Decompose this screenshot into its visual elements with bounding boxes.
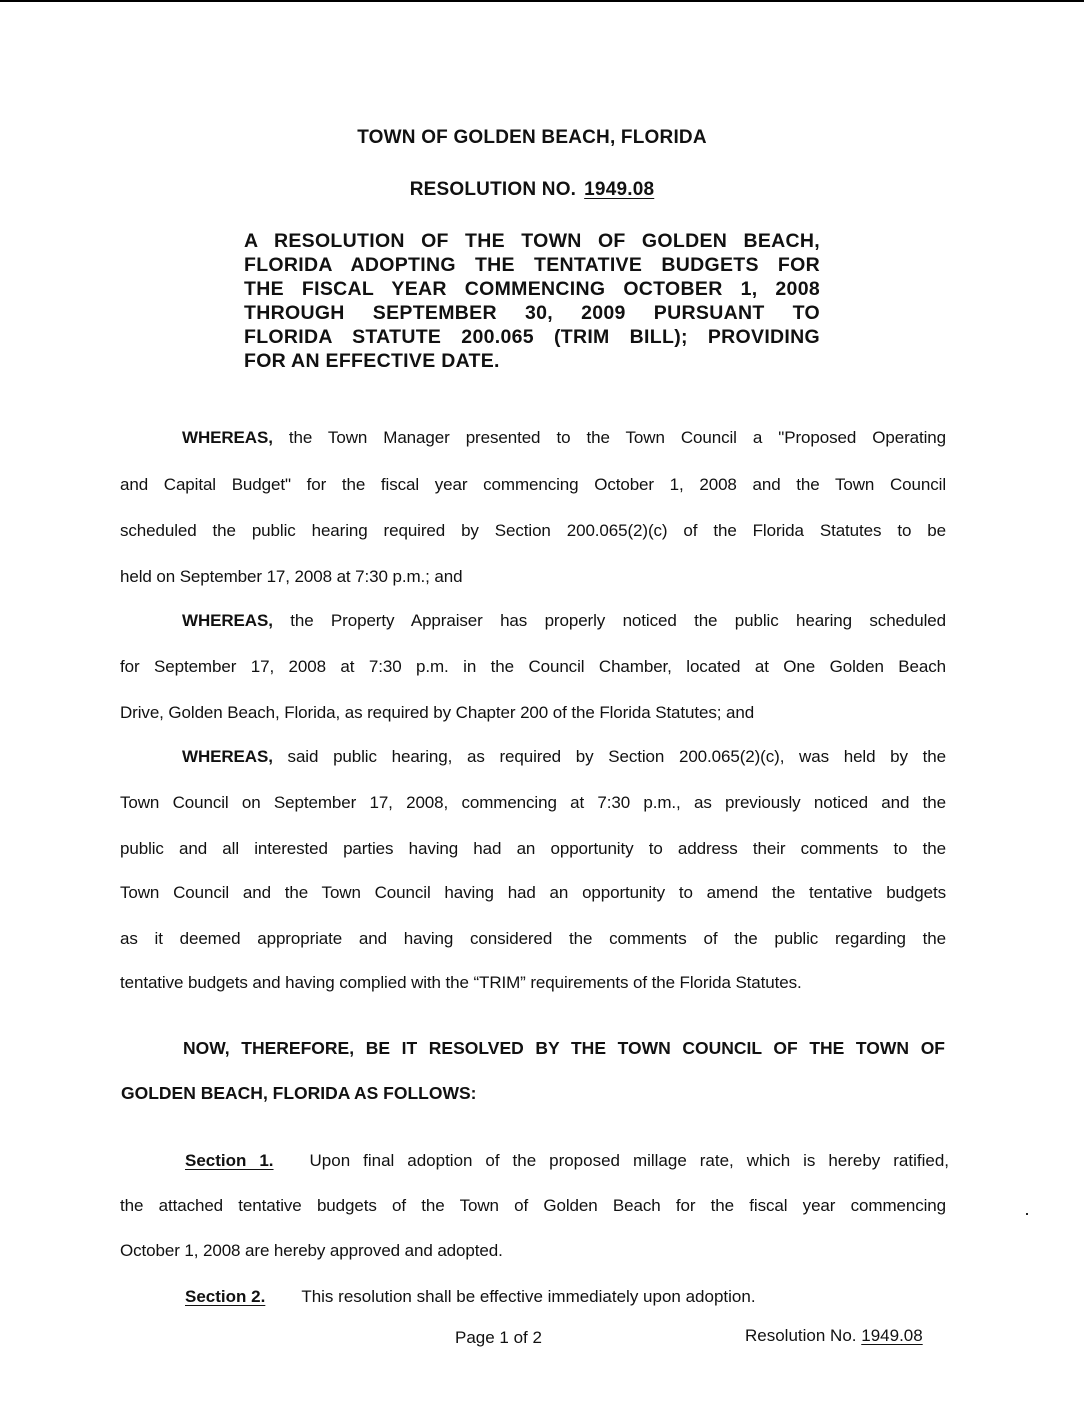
whereas-3-line: public and all interested parties having had an opportunity to address their comments to the bbox=[120, 839, 946, 858]
whereas-3-line: Town Council and the Town Council having had an opportunity to amend the tentative budgets bbox=[120, 883, 946, 902]
scan-top-border bbox=[0, 0, 1084, 2]
caption-line: FLORIDA ADOPTING THE TENTATIVE BUDGETS FOR bbox=[244, 254, 820, 276]
caption-line: FLORIDA STATUTE 200.065 (TRIM BILL); PROVIDING bbox=[244, 326, 820, 348]
section-text: This resolution shall be effective immediately upon adoption. bbox=[301, 1287, 756, 1306]
section-text: Upon final adoption of the proposed millage rate, which is hereby ratified, bbox=[309, 1151, 949, 1170]
whereas-1-line: and Capital Budget" for the fiscal year commencing October 1, 2008 and the Town Council bbox=[120, 475, 946, 494]
caption-line: FOR AN EFFECTIVE DATE. bbox=[244, 350, 500, 372]
whereas-2-line bbox=[182, 611, 946, 631]
footer-resolution bbox=[745, 1326, 923, 1346]
resolved-clause-line: NOW, THEREFORE, BE IT RESOLVED BY THE TOWN COUNCIL OF THE TOWN OF bbox=[183, 1038, 945, 1058]
whereas-3-line bbox=[182, 747, 946, 767]
section-2-line bbox=[185, 1287, 756, 1307]
scan-speck bbox=[1026, 1213, 1028, 1215]
whereas-3-line: Town Council on September 17, 2008, commencing at 7:30 p.m., as previously noticed and the bbox=[120, 793, 946, 812]
whereas-lead: WHEREAS, bbox=[182, 747, 273, 766]
whereas-lead: WHEREAS, bbox=[182, 428, 273, 447]
whereas-1-line bbox=[182, 428, 946, 448]
whereas-2-line: for September 17, 2008 at 7:30 p.m. in the Council Chamber, located at One Golden Beach bbox=[120, 657, 946, 676]
whereas-2-line: Drive, Golden Beach, Florida, as required by Chapter 200 of the Florida Statutes; and bbox=[120, 703, 755, 722]
section-1-line bbox=[185, 1151, 949, 1171]
whereas-text: said public hearing, as required by Section 200.065(2)(c), was held by the bbox=[272, 747, 946, 766]
caption-line: A RESOLUTION OF THE TOWN OF GOLDEN BEACH, bbox=[244, 230, 820, 252]
footer-resolution-number: 1949.08 bbox=[861, 1326, 923, 1345]
whereas-text: the Property Appraiser has properly noticed the public hearing scheduled bbox=[272, 611, 946, 630]
resolution-label: RESOLUTION NO. bbox=[409, 179, 577, 200]
caption-line: THE FISCAL YEAR COMMENCING OCTOBER 1, 2008 bbox=[244, 278, 820, 300]
whereas-text: the Town Manager presented to the Town Council a "Proposed Operating bbox=[272, 428, 946, 447]
section-1-line: the attached tentative budgets of the Town of Golden Beach for the fiscal year commencing bbox=[120, 1196, 946, 1215]
resolution-number: 1949.08 bbox=[584, 179, 655, 200]
resolved-clause-line: GOLDEN BEACH, FLORIDA AS FOLLOWS: bbox=[121, 1083, 477, 1103]
whereas-1-line: held on September 17, 2008 at 7:30 p.m.; and bbox=[120, 567, 463, 586]
section-2-label: Section 2. bbox=[185, 1287, 266, 1306]
page-number: Page 1 of 2 bbox=[455, 1328, 542, 1347]
whereas-3-line: as it deemed appropriate and having considered the comments of the public regarding the bbox=[120, 929, 946, 948]
whereas-1-line: scheduled the public hearing required by Section 200.065(2)(c) of the Florida Statutes to be bbox=[120, 521, 946, 540]
caption-line: THROUGH SEPTEMBER 30, 2009 PURSUANT TO bbox=[244, 302, 820, 324]
resolution-caption bbox=[244, 229, 820, 373]
section-1-label: Section 1. bbox=[185, 1151, 274, 1170]
whereas-lead: WHEREAS, bbox=[182, 611, 273, 630]
document-title: TOWN OF GOLDEN BEACH, FLORIDA bbox=[357, 127, 707, 148]
footer-resolution-label: Resolution No. bbox=[745, 1326, 857, 1345]
section-1-line: October 1, 2008 are hereby approved and adopted. bbox=[120, 1241, 503, 1260]
whereas-3-line: tentative budgets and having complied with the “TRIM” requirements of the Florida Statutes. bbox=[120, 973, 802, 992]
resolution-heading bbox=[0, 179, 1064, 201]
